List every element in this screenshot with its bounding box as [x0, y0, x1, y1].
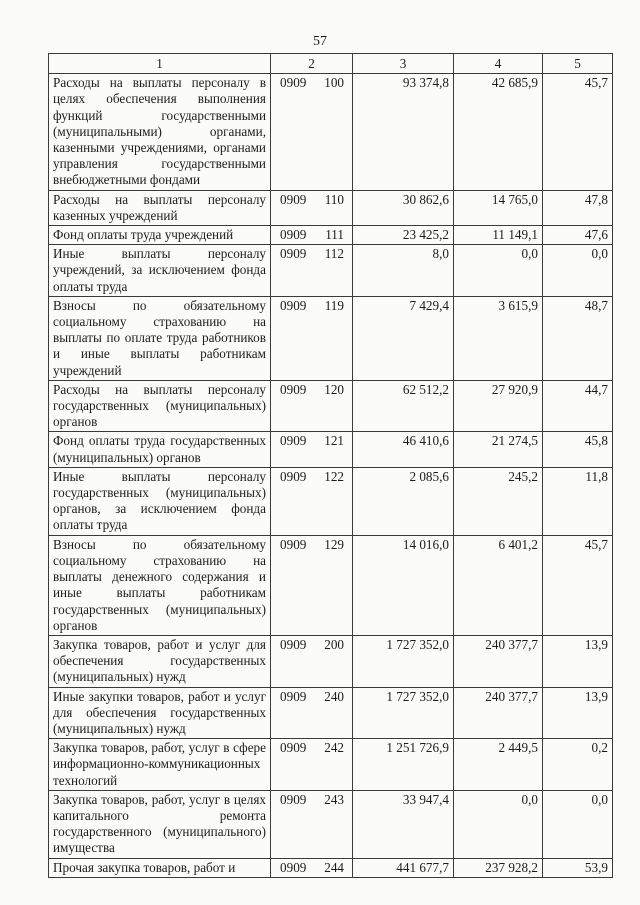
expense-type-code: 242 [324, 740, 344, 756]
section-code: 0909 [280, 636, 307, 652]
executed-amount-cell: 240 377,7 [454, 635, 543, 687]
execution-percent-cell: 13,9 [543, 687, 613, 739]
section-code: 0909 [280, 227, 307, 243]
planned-amount-cell: 14 016,0 [353, 535, 454, 635]
table-row [49, 380, 613, 432]
planned-amount-cell: 46 410,6 [353, 432, 454, 467]
table-row [49, 226, 613, 245]
expense-type-code: 100 [324, 75, 344, 91]
expense-name-cell: Взносы по обязательному социальному страхованию на выплаты денежного содержания и иные выплаты работникам государственных (муниципальных) органов [49, 535, 271, 635]
table-row [49, 858, 613, 877]
execution-percent-cell: 11,8 [543, 467, 613, 535]
execution-percent-cell: 13,9 [543, 635, 613, 687]
expense-type-code: 120 [324, 381, 344, 397]
expense-type-code: 240 [324, 688, 344, 704]
executed-amount-cell: 6 401,2 [454, 535, 543, 635]
expense-type-code: 111 [325, 227, 344, 243]
codes-cell [271, 535, 353, 635]
execution-percent-cell: 47,8 [543, 190, 613, 225]
executed-amount-cell: 0,0 [454, 245, 543, 297]
planned-amount-cell: 7 429,4 [353, 296, 454, 380]
codes-cell [271, 296, 353, 380]
execution-percent-cell: 0,0 [543, 790, 613, 858]
execution-percent-cell: 0,2 [543, 739, 613, 791]
expense-name-cell: Иные выплаты персоналу государственных (муниципальных) органов, за исключением фонда оплаты труда [49, 467, 271, 535]
section-code: 0909 [280, 191, 307, 207]
section-code: 0909 [280, 381, 307, 397]
header-row [49, 54, 613, 74]
codes-cell [271, 635, 353, 687]
table-row [49, 790, 613, 858]
table-row [49, 190, 613, 225]
section-code: 0909 [280, 859, 307, 875]
expense-type-code: 200 [324, 636, 344, 652]
header-col-2: 2 [271, 54, 353, 74]
planned-amount-cell: 1 727 352,0 [353, 635, 454, 687]
expense-type-code: 243 [324, 791, 344, 807]
table-row [49, 245, 613, 297]
codes-cell [271, 190, 353, 225]
header-col-1: 1 [49, 54, 271, 74]
section-code: 0909 [280, 433, 307, 449]
budget-table [48, 53, 613, 878]
executed-amount-cell: 3 615,9 [454, 296, 543, 380]
expense-name-cell: Взносы по обязательному социальному страхованию на выплаты по оплате труда работников и иные выплаты работникам учреждений [49, 296, 271, 380]
planned-amount-cell: 441 677,7 [353, 858, 454, 877]
header-col-5: 5 [543, 54, 613, 74]
executed-amount-cell: 42 685,9 [454, 74, 543, 190]
codes-cell [271, 739, 353, 791]
section-code: 0909 [280, 688, 307, 704]
codes-cell [271, 226, 353, 245]
planned-amount-cell: 93 374,8 [353, 74, 454, 190]
executed-amount-cell: 27 920,9 [454, 380, 543, 432]
codes-cell [271, 74, 353, 190]
table-row [49, 296, 613, 380]
executed-amount-cell: 21 274,5 [454, 432, 543, 467]
section-code: 0909 [280, 791, 307, 807]
table-row [49, 432, 613, 467]
expense-name-cell: Фонд оплаты труда учреждений [49, 226, 271, 245]
section-code: 0909 [280, 536, 307, 552]
section-code: 0909 [280, 468, 307, 484]
planned-amount-cell: 2 085,6 [353, 467, 454, 535]
expense-type-code: 121 [324, 433, 344, 449]
execution-percent-cell: 45,7 [543, 535, 613, 635]
table-row [49, 635, 613, 687]
codes-cell [271, 790, 353, 858]
expense-name-cell: Иные выплаты персоналу учреждений, за исключением фонда оплаты труда [49, 245, 271, 297]
table-row [49, 467, 613, 535]
execution-percent-cell: 45,8 [543, 432, 613, 467]
table-row [49, 74, 613, 190]
planned-amount-cell: 30 862,6 [353, 190, 454, 225]
executed-amount-cell: 240 377,7 [454, 687, 543, 739]
expense-name-cell: Закупка товаров, работ, услуг в целях капитального ремонта государственного (муниципального) имущества [49, 790, 271, 858]
header-col-3: 3 [353, 54, 454, 74]
codes-cell [271, 380, 353, 432]
execution-percent-cell: 48,7 [543, 296, 613, 380]
section-code: 0909 [280, 740, 307, 756]
header-col-4: 4 [454, 54, 543, 74]
section-code: 0909 [280, 246, 307, 262]
expense-name-cell: Расходы на выплаты персоналу государственных (муниципальных) органов [49, 380, 271, 432]
expense-name-cell: Расходы на выплаты персоналу в целях обеспечения выполнения функций государственными (муниципальными) органами, казенными учреждениями, органами управления государственными внебюджетными фондами [49, 74, 271, 190]
page-number: 57 [313, 34, 327, 49]
table-row [49, 739, 613, 791]
table-row [49, 687, 613, 739]
executed-amount-cell: 14 765,0 [454, 190, 543, 225]
expense-type-code: 129 [324, 536, 344, 552]
executed-amount-cell: 0,0 [454, 790, 543, 858]
codes-cell [271, 432, 353, 467]
expense-name-cell: Иные закупки товаров, работ и услуг для обеспечения государственных (муниципальных) нужд [49, 687, 271, 739]
execution-percent-cell: 47,6 [543, 226, 613, 245]
planned-amount-cell: 1 251 726,9 [353, 739, 454, 791]
section-code: 0909 [280, 297, 307, 313]
codes-cell [271, 467, 353, 535]
planned-amount-cell: 23 425,2 [353, 226, 454, 245]
codes-cell [271, 245, 353, 297]
executed-amount-cell: 237 928,2 [454, 858, 543, 877]
expense-name-cell: Прочая закупка товаров, работ и [49, 858, 271, 877]
planned-amount-cell: 1 727 352,0 [353, 687, 454, 739]
execution-percent-cell: 45,7 [543, 74, 613, 190]
expense-name-cell: Закупка товаров, работ, услуг в сфере информационно-коммуникационных технологий [49, 739, 271, 791]
planned-amount-cell: 33 947,4 [353, 790, 454, 858]
executed-amount-cell: 11 149,1 [454, 226, 543, 245]
expense-type-code: 244 [324, 859, 344, 875]
codes-cell [271, 687, 353, 739]
planned-amount-cell: 62 512,2 [353, 380, 454, 432]
execution-percent-cell: 0,0 [543, 245, 613, 297]
expense-name-cell: Фонд оплаты труда государственных (муниципальных) органов [49, 432, 271, 467]
planned-amount-cell: 8,0 [353, 245, 454, 297]
executed-amount-cell: 2 449,5 [454, 739, 543, 791]
codes-cell [271, 858, 353, 877]
expense-type-code: 122 [324, 468, 344, 484]
expense-type-code: 110 [324, 191, 344, 207]
section-code: 0909 [280, 75, 307, 91]
expense-name-cell: Закупка товаров, работ и услуг для обеспечения государственных (муниципальных) нужд [49, 635, 271, 687]
expense-type-code: 112 [324, 246, 344, 262]
table-row [49, 535, 613, 635]
executed-amount-cell: 245,2 [454, 467, 543, 535]
execution-percent-cell: 44,7 [543, 380, 613, 432]
expense-name-cell: Расходы на выплаты персоналу казенных учреждений [49, 190, 271, 225]
execution-percent-cell: 53,9 [543, 858, 613, 877]
expense-type-code: 119 [324, 297, 344, 313]
